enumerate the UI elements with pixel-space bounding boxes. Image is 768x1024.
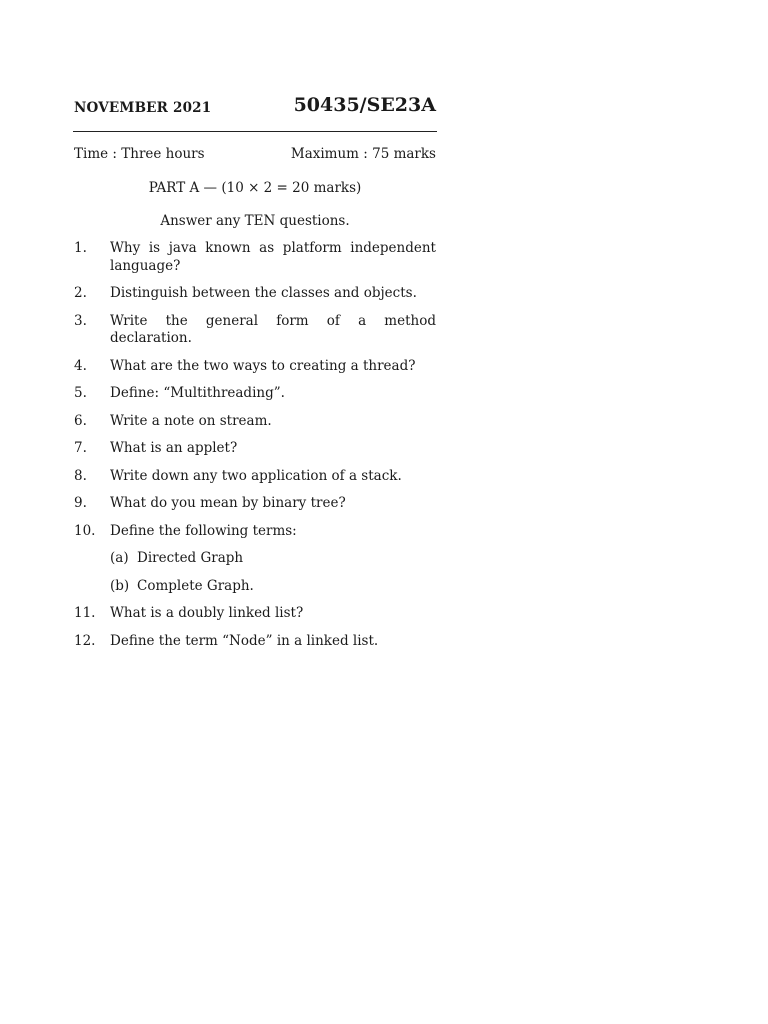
question-text: Define the following terms: [110,522,297,539]
question-item [74,468,436,486]
sub-question-item [74,578,436,596]
exam-duration: Time : Three hours [74,146,205,162]
question-number: 6. [74,412,87,429]
question-item [74,413,436,431]
question-number: 7. [74,440,87,456]
question-text: Write the general form of a method declaration. [110,312,436,346]
question-item [74,523,436,541]
question-text: Distinguish between the classes and objects. [110,285,417,301]
question-text: What is a doubly linked list? [110,605,304,621]
question-item [74,285,436,303]
question-number: 5. [74,385,87,401]
sub-question-label: (a) [110,550,129,566]
exam-month: NOVEMBER 2021 [74,100,212,116]
question-text: Write a note on stream. [110,412,272,429]
question-item [74,440,436,458]
question-text: What do you mean by binary tree? [110,495,346,511]
question-list [74,240,436,660]
question-item [74,385,436,403]
question-text: Why is java known as platform independent language? [110,240,436,274]
question-text: Define: “Multithreading”. [110,385,285,401]
question-text: What is an applet? [110,440,238,456]
question-number: 10. [74,522,96,539]
question-number: 11. [74,605,96,621]
question-number: 4. [74,357,87,374]
question-number: 3. [74,312,87,329]
part-heading: PART A — (10 × 2 = 20 marks) [148,180,362,196]
question-number: 9. [74,495,87,511]
question-item [74,605,436,623]
exam-max-marks: Maximum : 75 marks [290,146,436,162]
question-item [74,358,436,376]
question-text: What are the two ways to creating a thread? [110,357,416,374]
question-item [74,240,436,275]
sub-question-item [74,550,436,568]
paper-code: 50435/SE23A [293,94,436,116]
sub-question-text: Complete Graph. [137,577,254,594]
question-number: 1. [74,240,87,256]
paper-header [74,94,436,122]
part-instruction: Answer any TEN questions. [160,213,350,229]
question-text: Write down any two application of a stack. [110,467,402,484]
header-divider [73,131,437,132]
question-item [74,313,436,348]
question-text: Define the term “Node” in a linked list. [110,632,379,649]
question-number: 8. [74,467,87,484]
sub-question-label: (b) [110,577,130,594]
question-number: 2. [74,285,87,301]
sub-question-text: Directed Graph [137,550,244,566]
question-item [74,495,436,513]
question-number: 12. [74,632,96,649]
question-item [74,633,436,651]
